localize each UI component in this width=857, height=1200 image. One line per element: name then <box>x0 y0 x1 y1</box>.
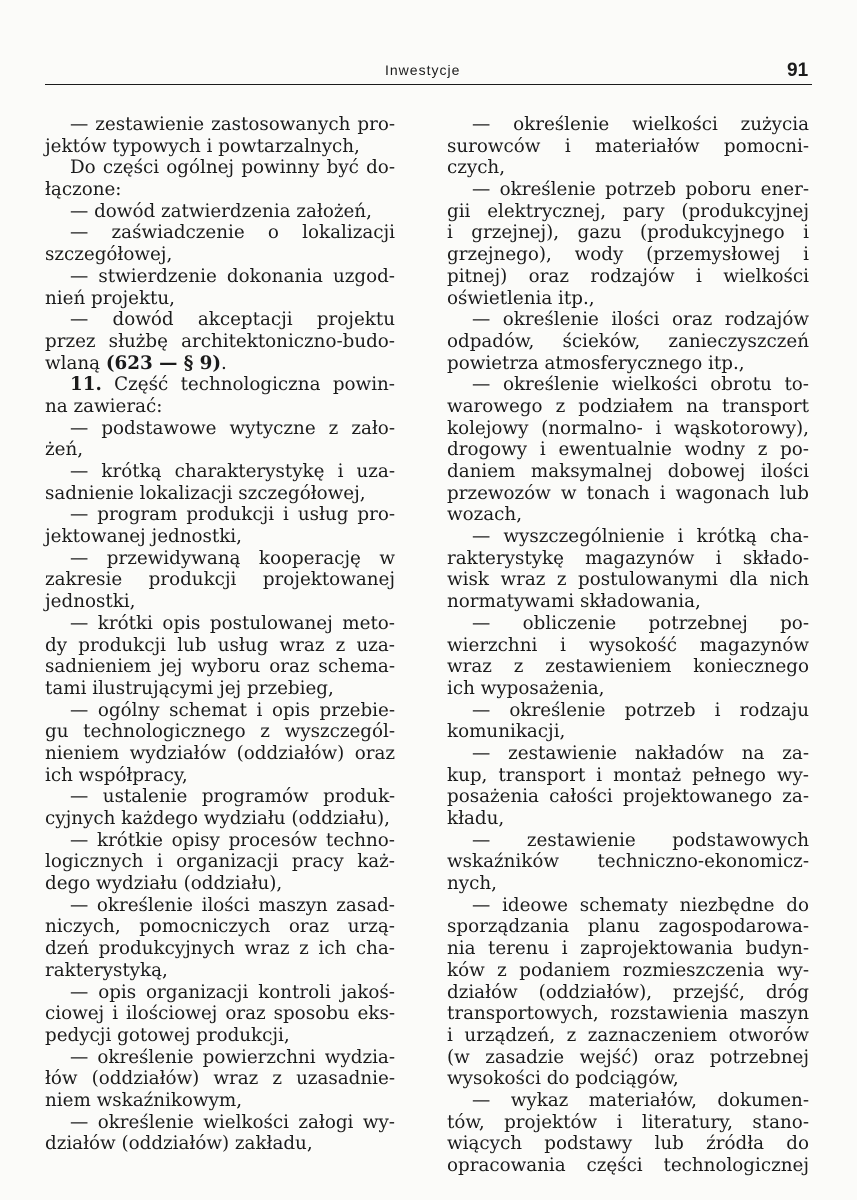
text-line: przewozów w tonach i wagonach lub <box>447 482 809 504</box>
text-line: wierzchni i wysokość magazynów <box>447 634 809 656</box>
text-line: Do części ogólnej powinny być do- <box>70 157 395 179</box>
text-line: jektów typowych i powtarzalnych, <box>45 135 360 157</box>
text-line: — podstawowe wytyczne z zało- <box>70 417 395 439</box>
right-column <box>447 114 809 1177</box>
text-line: sporządzania planu zagospodarowa- <box>447 916 809 938</box>
left-column <box>45 114 395 1155</box>
text-line: wiących podstawy lub źródła do <box>447 1133 809 1155</box>
text-line: — określenie potrzeb i rodzaju <box>472 699 809 721</box>
text-line: daniem maksymalnej dobowej ilości <box>447 461 809 482</box>
text-line: — zestawienie nakładów na za- <box>472 742 809 764</box>
text-line: — ogólny schemat i opis przebie- <box>70 699 395 721</box>
text-line: — zaświadczenie o lokalizacji <box>70 222 395 244</box>
text-line: transportowych, rozstawienia maszyn <box>447 1003 809 1025</box>
text-line: ich współpracy, <box>45 764 188 786</box>
text-line: wraz z zestawieniem koniecznego <box>447 656 809 678</box>
text-line: posażenia całości projektowanego za- <box>447 786 809 808</box>
text-line: — przewidywaną kooperację w <box>70 547 395 569</box>
text-line: — opis organizacji kontroli jakoś- <box>70 981 395 1003</box>
text-line: drogowy i ewentualnie wodny z po- <box>447 439 809 461</box>
page-header <box>0 0 857 90</box>
text-line: — dowód zatwierdzenia założeń, <box>70 200 372 222</box>
text-line: surowców i materiałów pomocni- <box>447 135 809 157</box>
text-line: wlaną (623 — § 9). <box>45 352 227 374</box>
text-line: na zawierać: <box>45 395 163 417</box>
text-line: — ustalenie programów produk- <box>70 786 395 808</box>
text-line: komunikacji, <box>447 721 566 743</box>
text-line: gu technologicznego z wyszczegól- <box>45 721 395 743</box>
text-line: szczegółowej, <box>45 244 173 266</box>
text-line: zakresie produkcji projektowanej <box>45 569 395 591</box>
header-rule <box>45 84 812 85</box>
text-line: rakterystykę magazynów i składo- <box>447 547 809 569</box>
text-line: ich wyposażenia, <box>447 677 605 699</box>
text-line: wozach, <box>447 504 523 526</box>
text-line: — określenie wielkości zużycia <box>472 114 809 135</box>
text-line: — określenie wielkości obrotu to- <box>472 374 809 396</box>
text-line: sadnieniem jej wyboru oraz schema- <box>45 656 395 678</box>
text-line: działów (oddziałów) zakładu, <box>45 1133 313 1155</box>
text-line: i urządzeń, z zaznaczeniem otworów <box>447 1024 809 1046</box>
text-line: czych, <box>447 157 506 179</box>
text-line: jektowanej jednostki, <box>45 526 242 548</box>
text-line: warowego z podziałem na transport <box>447 395 809 417</box>
text-line: ków z podaniem rozmieszczenia wy- <box>447 959 809 981</box>
text-line: — stwierdzenie dokonania uzgod- <box>70 265 395 287</box>
text-line: gii elektrycznej, pary (produkcyjnej <box>447 200 809 222</box>
text-line: pedycji gotowej produkcji, <box>45 1024 290 1046</box>
page-number: 91 <box>787 60 809 81</box>
text-line: powietrza atmosferycznego itp., <box>447 352 745 374</box>
text-line: — dowód akceptacji projektu <box>70 309 395 331</box>
text-line: kładu, <box>447 808 505 829</box>
text-line: niczych, pomocniczych oraz urzą- <box>45 916 395 938</box>
text-line: — obliczenie potrzebnej po- <box>472 612 809 634</box>
text-line: kolejowy (normalno- i wąskotorowy), <box>447 417 809 439</box>
text-line: przez służbę architektoniczno-budo- <box>45 330 395 352</box>
text-line: — program produkcji i usług pro- <box>70 504 395 526</box>
text-line: działów (oddziałów), przejść, dróg <box>447 981 809 1003</box>
text-line: oświetlenia itp., <box>447 287 595 309</box>
text-line: — ideowe schematy niezbędne do <box>472 894 809 916</box>
text-line: — określenie powierzchni wydzia- <box>70 1046 395 1068</box>
text-line: — zestawienie podstawowych <box>472 829 809 851</box>
text-line: nia terenu i zaprojektowania budyn- <box>447 938 809 960</box>
text-line: ciowej i ilościowej oraz sposobu eks- <box>45 1003 395 1025</box>
text-line: cyjnych każdego wydziału (oddziału), <box>45 808 390 829</box>
text-line: odpadów, ścieków, zanieczyszczeń <box>447 330 809 352</box>
text-line: — krótki opis postulowanej meto- <box>70 612 395 634</box>
text-line: — określenie wielkości załogi wy- <box>70 1111 395 1133</box>
text-line: dzeń produkcyjnych wraz z ich cha- <box>45 938 395 960</box>
text-line: jednostki, <box>45 591 136 613</box>
text-line: 11. Część technologiczna powin- <box>70 374 395 396</box>
text-line: tami ilustrującymi jej przebieg, <box>45 677 334 699</box>
text-line: — wyszczególnienie i krótką cha- <box>472 526 809 548</box>
text-line: nych, <box>447 873 497 895</box>
text-line: dy produkcji lub usług wraz z uza- <box>45 634 395 656</box>
text-line: — określenie ilości oraz rodzajów <box>472 309 809 331</box>
text-line: nień projektu, <box>45 287 175 309</box>
text-line: wskaźników techniczno-ekonomicz- <box>447 851 809 873</box>
text-line: nieniem wydziałów (oddziałów) oraz <box>45 742 395 764</box>
text-line: — określenie potrzeb poboru ener- <box>472 179 809 201</box>
text-line: wysokości do podciągów, <box>447 1068 679 1090</box>
text-line: kup, transport i montaż pełnego wy- <box>447 764 809 786</box>
text-line: normatywami składowania, <box>447 591 701 613</box>
text-line: łączone: <box>45 179 122 201</box>
text-line: — zestawienie zastosowanych pro- <box>70 114 395 135</box>
text-line: opracowania części technologicznej <box>447 1155 809 1176</box>
text-line: tów, projektów i literatury, stano- <box>447 1111 809 1133</box>
text-line: żeń, <box>45 439 84 461</box>
text-line: — krótkie opisy procesów techno- <box>70 829 395 851</box>
text-line: pitnej) oraz rodzajów i wielkości <box>447 265 809 287</box>
text-line: wisk wraz z postulowanymi dla nich <box>447 569 809 591</box>
text-line: sadnienie lokalizacji szczegółowej, <box>45 482 366 504</box>
text-line: — krótką charakterystykę i uza- <box>70 461 395 482</box>
text-line: niem wskaźnikowym, <box>45 1089 243 1111</box>
text-line: łów (oddziałów) wraz z uzasadnie- <box>45 1068 395 1090</box>
text-line: rakterystyką, <box>45 959 168 981</box>
running-title: Inwestycje <box>385 62 461 78</box>
text-line: — określenie ilości maszyn zasad- <box>70 894 395 916</box>
text-line: (w zasadzie wejść) oraz potrzebnej <box>447 1046 809 1068</box>
text-line: dego wydziału (oddziału), <box>45 873 283 895</box>
text-line: logicznych i organizacji pracy każ- <box>45 851 395 873</box>
text-line: — wykaz materiałów, dokumen- <box>472 1089 809 1111</box>
text-line: i grzejnej), gazu (produkcyjnego i <box>447 222 809 244</box>
text-line: grzejnego), wody (przemysłowej i <box>447 244 809 266</box>
